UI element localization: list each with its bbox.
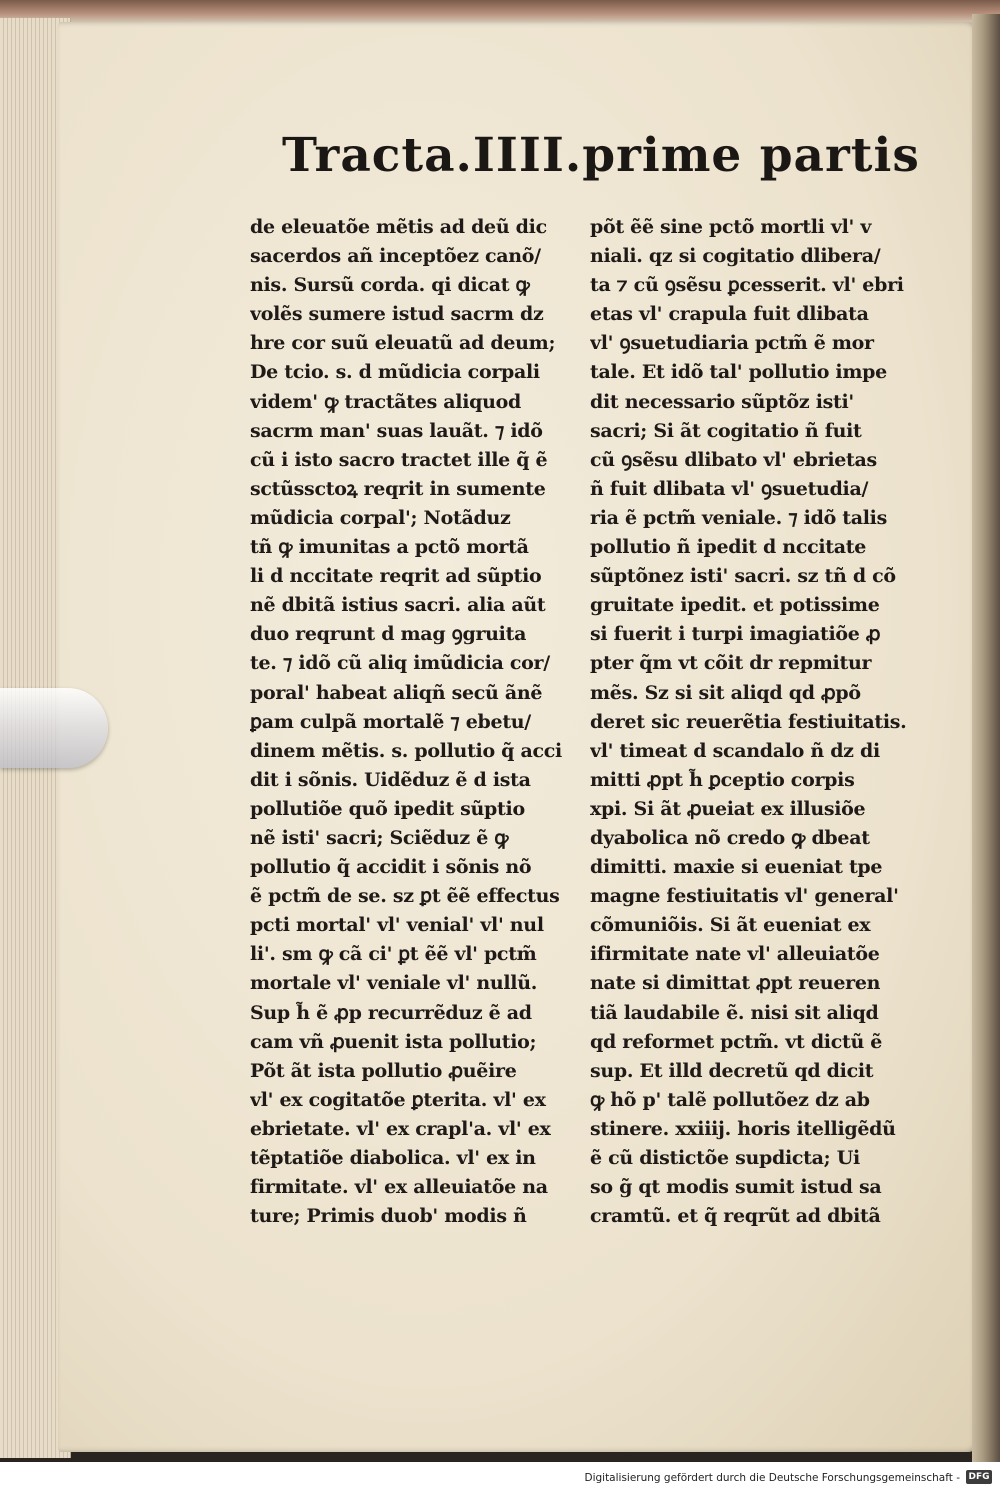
- text-line: dimitti. maxie si eueniat tpe: [590, 856, 883, 879]
- text-line: dit i sõnis. Uidẽduz ẽ d ista: [250, 768, 531, 791]
- text-line: Sup h̃ ẽ ꝓp recurrẽduz ẽ ad: [250, 1001, 532, 1024]
- text-line: li d nccitate reqrit ad sũptio: [250, 565, 542, 588]
- text-line: nate si dimittat ꝓpt reueren: [590, 972, 881, 995]
- text-line: cũ ꝯsẽsu dlibato vl' ebrietas: [590, 448, 877, 471]
- text-line: mortale vl' veniale vl' nullũ.: [250, 972, 538, 995]
- text-line: mitti ꝓpt h̃ ꝑceptio corpis: [590, 768, 855, 791]
- text-line: tñ ꝙ imunitas a pctõ mortã: [250, 536, 529, 559]
- text-line: ifirmitate nate vl' alleuiatõe: [590, 943, 880, 966]
- text-line: pcti mortal' vl' venial' vl' nul: [250, 914, 544, 937]
- text-line: vl' timeat d scandalo ñ dz di: [590, 739, 880, 762]
- running-head: Tracta.IIII.prime partis: [282, 128, 920, 183]
- text-line: pollutiõe quõ ipedit sũptio: [250, 797, 525, 820]
- text-line: tẽptatiõe diabolica. vl' ex in: [250, 1147, 536, 1169]
- text-line: Põt ãt ista pollutio ꝓuẽire: [250, 1059, 517, 1082]
- text-line: cõmuniõis. Si ãt eueniat ex: [590, 914, 871, 937]
- book-right-edge: [972, 14, 1000, 1462]
- text-line: te. ⁊ idõ cũ aliq imũdicia cor/: [250, 652, 550, 675]
- text-line: dinem mẽtis. s. pollutio q̃ acci: [250, 739, 562, 762]
- text-line: vl' ꝯsuetudiaria pctm̃ ẽ mor: [590, 332, 874, 355]
- text-line: etas vl' crapula fuit dlibata: [590, 303, 869, 326]
- text-line: pollutio q̃ accidit i sõnis nõ: [250, 856, 532, 879]
- text-line: firmitate. vl' ex alleuiatõe na: [250, 1176, 548, 1199]
- text-line: nẽ isti' sacri; Sciẽduz ẽ ꝙ: [250, 826, 509, 849]
- text-line: cũ i isto sacro tractet ille q̃ ẽ: [250, 448, 548, 471]
- text-line: tiã laudabile ẽ. nisi sit aliqd: [590, 1001, 879, 1024]
- text-line: ꝙ hõ p' talẽ pollutõez dz ab: [590, 1088, 870, 1111]
- text-column-left: [250, 213, 582, 1231]
- text-line: põt ẽẽ sine pctõ mortli vl' v: [590, 216, 872, 238]
- text-line: videm' ꝙ tractãtes aliquod: [250, 390, 521, 413]
- text-line: duo reqrunt d mag ꝯgruita: [250, 623, 527, 646]
- text-line: sup. Et illd decretũ qd dicit: [590, 1059, 874, 1082]
- text-line: nis. Sursũ corda. qi dicat ꝙ: [250, 274, 530, 297]
- text-line: ẽ cũ distictõe supdicta; Ui: [590, 1147, 860, 1169]
- text-line: volẽs sumere istud sacrm dz: [250, 303, 544, 326]
- text-line: magne festiuitatis vl' general': [590, 885, 899, 908]
- text-line: mẽs. Sz si sit aliqd qd ꝓpõ: [590, 681, 861, 704]
- dfg-logo: DFG: [966, 1470, 992, 1484]
- text-line: ñ fuit dlibata vl' ꝯsuetudia/: [590, 477, 869, 500]
- footer-credit: Digitalisierung gefördert durch die Deutsche Forschungsgemeinschaft -: [584, 1472, 960, 1484]
- text-line: mũdicia corpal'; Notãduz: [250, 506, 511, 529]
- text-line: si fuerit i turpi imagiatiõe ꝓ: [590, 623, 881, 646]
- text-line: sctũssctoꝝ reqrit in sumente: [250, 477, 546, 500]
- text-line: ria ẽ pctm̃ veniale. ⁊ idõ talis: [590, 506, 887, 529]
- text-line: cramtũ. et q̃ reqrũt ad dbitã: [590, 1205, 881, 1228]
- text-line: sacrm man' suas lauãt. ⁊ idõ: [250, 419, 543, 442]
- text-line: gruitate ipedit. et potissime: [590, 594, 880, 617]
- text-line: pollutio ñ ipedit d nccitate: [590, 536, 867, 559]
- text-line: sacerdos añ inceptõez canõ/: [250, 245, 541, 268]
- text-line: de eleuatõe mẽtis ad deũ dic: [250, 216, 547, 238]
- text-line: xpi. Si ãt ꝓueiat ex illusiõe: [590, 797, 866, 820]
- text-line: li'. sm ꝙ cã ci' ꝑt ẽẽ vl' pctm̃: [250, 943, 537, 966]
- text-line: ẽ pctm̃ de se. sz ꝑt ẽẽ effectus: [250, 885, 560, 908]
- text-line: De tcio. s. d mũdicia corpali: [250, 361, 540, 384]
- text-line: poral' habeat aliqñ secũ ãnẽ: [250, 681, 543, 704]
- text-line: ture; Primis duob' modis ñ: [250, 1205, 527, 1228]
- bookmark-clip: [0, 688, 108, 768]
- text-line: deret sic reuerẽtia festiuitatis.: [590, 710, 907, 733]
- text-line: qd reformet pctm̃. vt dictũ ẽ: [590, 1030, 883, 1053]
- book-top-edge: [0, 0, 1000, 24]
- text-column-right: [590, 213, 910, 1231]
- text-line: sacri; Si ãt cogitatio ñ fuit: [590, 419, 862, 442]
- text-line: niali. qz si cogitatio dlibera/: [590, 245, 881, 268]
- text-line: sũptõnez isti' sacri. sz tñ d cõ: [590, 565, 896, 588]
- text-line: pter q̃m vt cõit dr repmitur: [590, 652, 872, 675]
- text-line: cam vñ ꝓuenit ista pollutio;: [250, 1030, 537, 1053]
- text-line: so g̃ qt modis sumit istud sa: [590, 1176, 882, 1199]
- text-line: nẽ dbitã istius sacri. alia aũt: [250, 594, 546, 617]
- text-line: ebrietate. vl' ex crapl'a. vl' ex: [250, 1117, 551, 1140]
- text-line: hre cor suũ eleuatũ ad deum;: [250, 332, 556, 355]
- text-line: dyabolica nõ credo ꝙ dbeat: [590, 826, 870, 849]
- text-line: ta ⁊ cũ ꝯsẽsu ꝑcesserit. vl' ebri: [590, 274, 904, 297]
- text-line: tale. Et idõ tal' pollutio impe: [590, 361, 887, 384]
- text-line: stinere. xxiiij. horis itelligẽdũ: [590, 1117, 896, 1140]
- text-line: dit necessario sũptõz isti': [590, 390, 854, 413]
- text-line: vl' ex cogitatõe ꝑterita. vl' ex: [250, 1088, 546, 1111]
- text-line: ꝑam culpã mortalẽ ⁊ ebetu/: [250, 710, 531, 733]
